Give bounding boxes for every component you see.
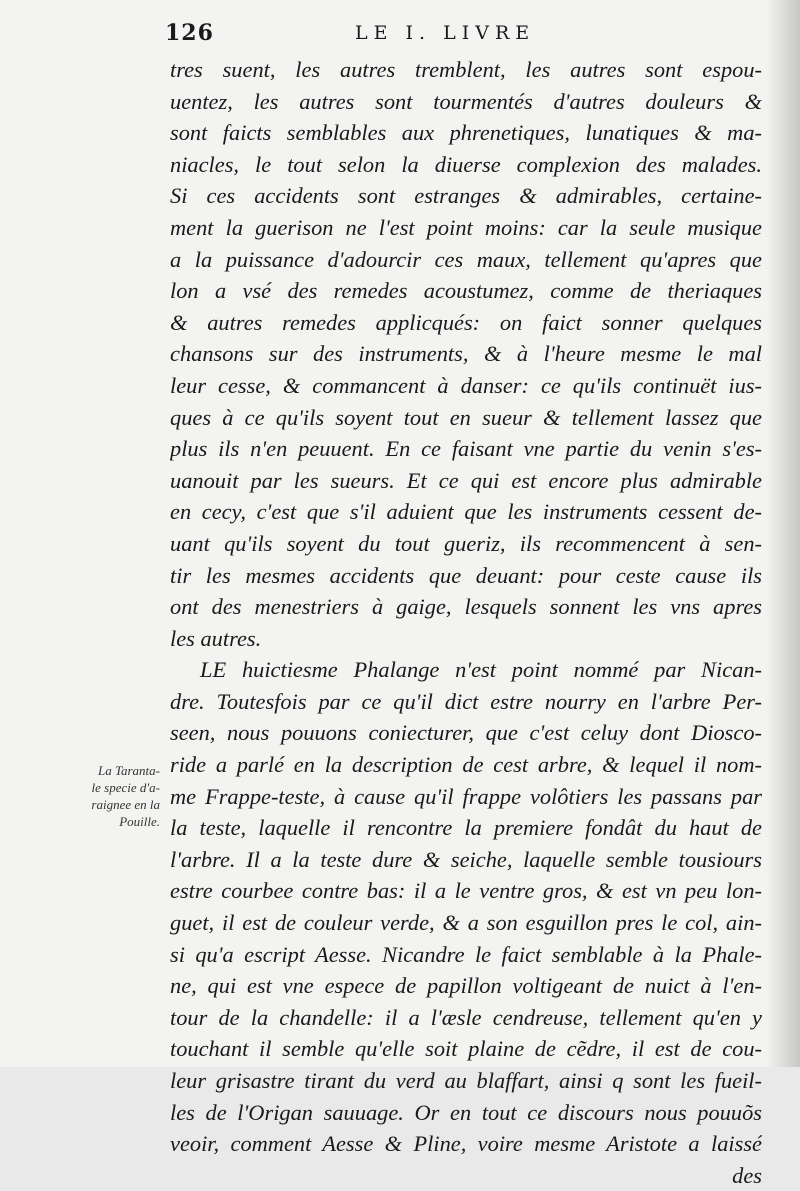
text-line: lon a vsé des remedes acoustumez, comme de theriaques (170, 278, 762, 304)
text-line: uant qu'ils soyent du tout gueriz, ils recommencent à sen- (170, 530, 762, 556)
text-line: touchant il semble qu'elle soit plaine de cẽdre, il est de cou- (170, 1036, 762, 1062)
text-line: niacles, le tout selon la diuerse complexion des malades. (170, 151, 762, 177)
text-line: dre. Toutesfois par ce qu'il dict estre nourry en l'arbre Per- (170, 688, 762, 714)
running-title: LE I. LIVRE (355, 22, 536, 44)
text-line: uentez, les autres sont tourmentés d'autres douleurs & (170, 88, 762, 114)
body-text (170, 54, 762, 1191)
text-line: uanouit par les sueurs. Et ce qui est encore plus admirable (170, 467, 762, 493)
text-line: ne, qui est vne espece de papillon voltigeant de nuict à l'en- (170, 973, 762, 999)
text-line: tour de la chandelle: il a l'æsle cendreuse, tellement qu'en y (170, 1004, 762, 1030)
text-line: a la puissance d'adourcir ces maux, tellement qu'apres que (170, 246, 762, 272)
text-line: tres suent, les autres tremblent, les autres sont espou- (170, 57, 762, 82)
text-line: si qu'a escript Aesse. Nicandre le faict semblable à la Phale- (170, 941, 762, 967)
text-line: tir les mesmes accidents que deuant: pour ceste cause ils (170, 562, 762, 588)
text-line: ride a parlé en la description de cest arbre, & lequel il nom- (170, 752, 762, 778)
text-line: guet, il est de couleur verde, & a son esguillon pres le col, ain- (170, 910, 762, 936)
text-line: la teste, laquelle il rencontre la premiere fondât du haut de (170, 815, 762, 841)
text-line: ques à ce qu'ils soyent tout en sueur & tellement lassez que (170, 404, 762, 430)
page-gutter-shadow (766, 0, 800, 1067)
text-line: l'arbre. Il a la teste dure & seiche, laquelle semble tousiours (170, 846, 762, 872)
text-line: veoir, comment Aesse & Pline, voire mesme Aristote a laissé (170, 1131, 762, 1157)
text-line: leur grisastre tirant du verd au blaffart, ainsi q sont les fueil- (170, 1068, 762, 1093)
margin-note-text: La Taranta- le specie d'a- raignee en la Pouille. (91, 763, 160, 829)
text-line: me Frappe-teste, à cause qu'il frappe volôtiers les passans par (170, 783, 762, 809)
text-line: Si ces accidents sont estranges & admirables, certaine- (170, 183, 762, 209)
text-line: les de l'Origan sauuage. Or en tout ce discours nous pouuõs (170, 1099, 762, 1125)
catchword: des (732, 1162, 762, 1188)
margin-note (60, 762, 160, 830)
text-line: plus ils n'en peuuent. En ce faisant vne partie du venin s'es- (170, 436, 762, 462)
text-line: sont faicts semblables aux phrenetiques, lunatiques & ma- (170, 120, 762, 146)
text-line: ont des menestriers à gaige, lesquels sonnent les vns apres (170, 594, 762, 620)
text-line: les autres. (170, 625, 262, 651)
text-line: chansons sur des instruments, & à l'heure mesme le mal (170, 341, 762, 367)
text-line: en cecy, c'est que s'il aduient que les instruments cessent de- (170, 499, 762, 525)
running-head (165, 20, 765, 48)
text-line: leur cesse, & commancent à danser: ce qu'ils continuët ius- (170, 372, 762, 398)
text-line: estre courbee contre bas: il a le ventre gros, & est vn peu lon- (170, 878, 762, 904)
text-line: ment la guerison ne l'est point moins: car la seule musique (170, 214, 762, 240)
page-number: 126 (165, 20, 214, 46)
text-line: seen, nous pouuons coniecturer, que c'est celuy dont Diosco- (170, 720, 762, 746)
text-line: LE huictiesme Phalange n'est point nommé par Nican- (200, 657, 762, 683)
text-line: & autres remedes applicqués: on faict sonner quelques (170, 309, 762, 335)
